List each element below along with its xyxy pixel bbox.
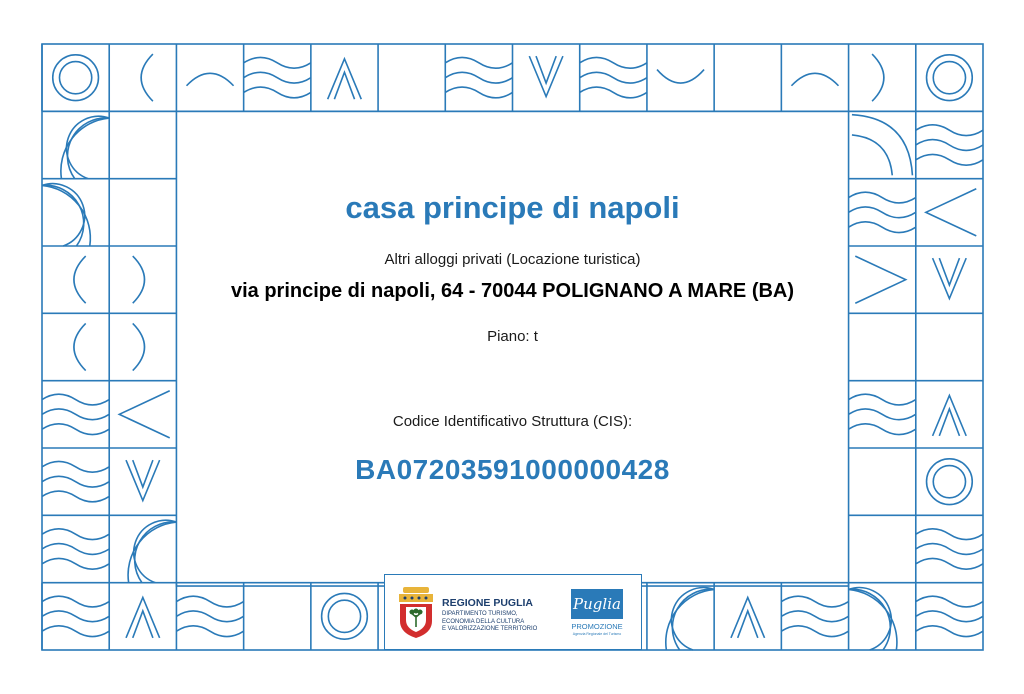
accommodation-floor: Piano: t: [487, 328, 538, 345]
regione-puglia-crest-icon: [397, 587, 435, 639]
puglia-promozione-label: PROMOZIONE: [571, 622, 623, 631]
regione-department: DIPARTIMENTO TURISMO, ECONOMIA DELLA CULTURA E VALORIZZAZIONE TERRITORIO: [442, 611, 538, 632]
accommodation-category: Altri alloggi privati (Locazione turistica): [384, 251, 641, 268]
puglia-agency-label: Agenzia Regionale del Turismo: [572, 632, 622, 636]
regione-name: REGIONE PUGLIA: [442, 597, 534, 609]
accommodation-address: via principe di napoli, 64 - 70044 POLIGNANO A MARE (BA): [230, 280, 795, 302]
puglia-promozione-logo: Puglia: [571, 589, 623, 619]
footer-logos: [384, 574, 642, 650]
cis-code: BA07203591000000428: [355, 454, 670, 485]
accommodation-name: casa principe di napoli: [345, 190, 680, 225]
certificate-content: [178, 112, 847, 574]
cis-label: Codice Identificativo Struttura (CIS):: [392, 413, 633, 430]
